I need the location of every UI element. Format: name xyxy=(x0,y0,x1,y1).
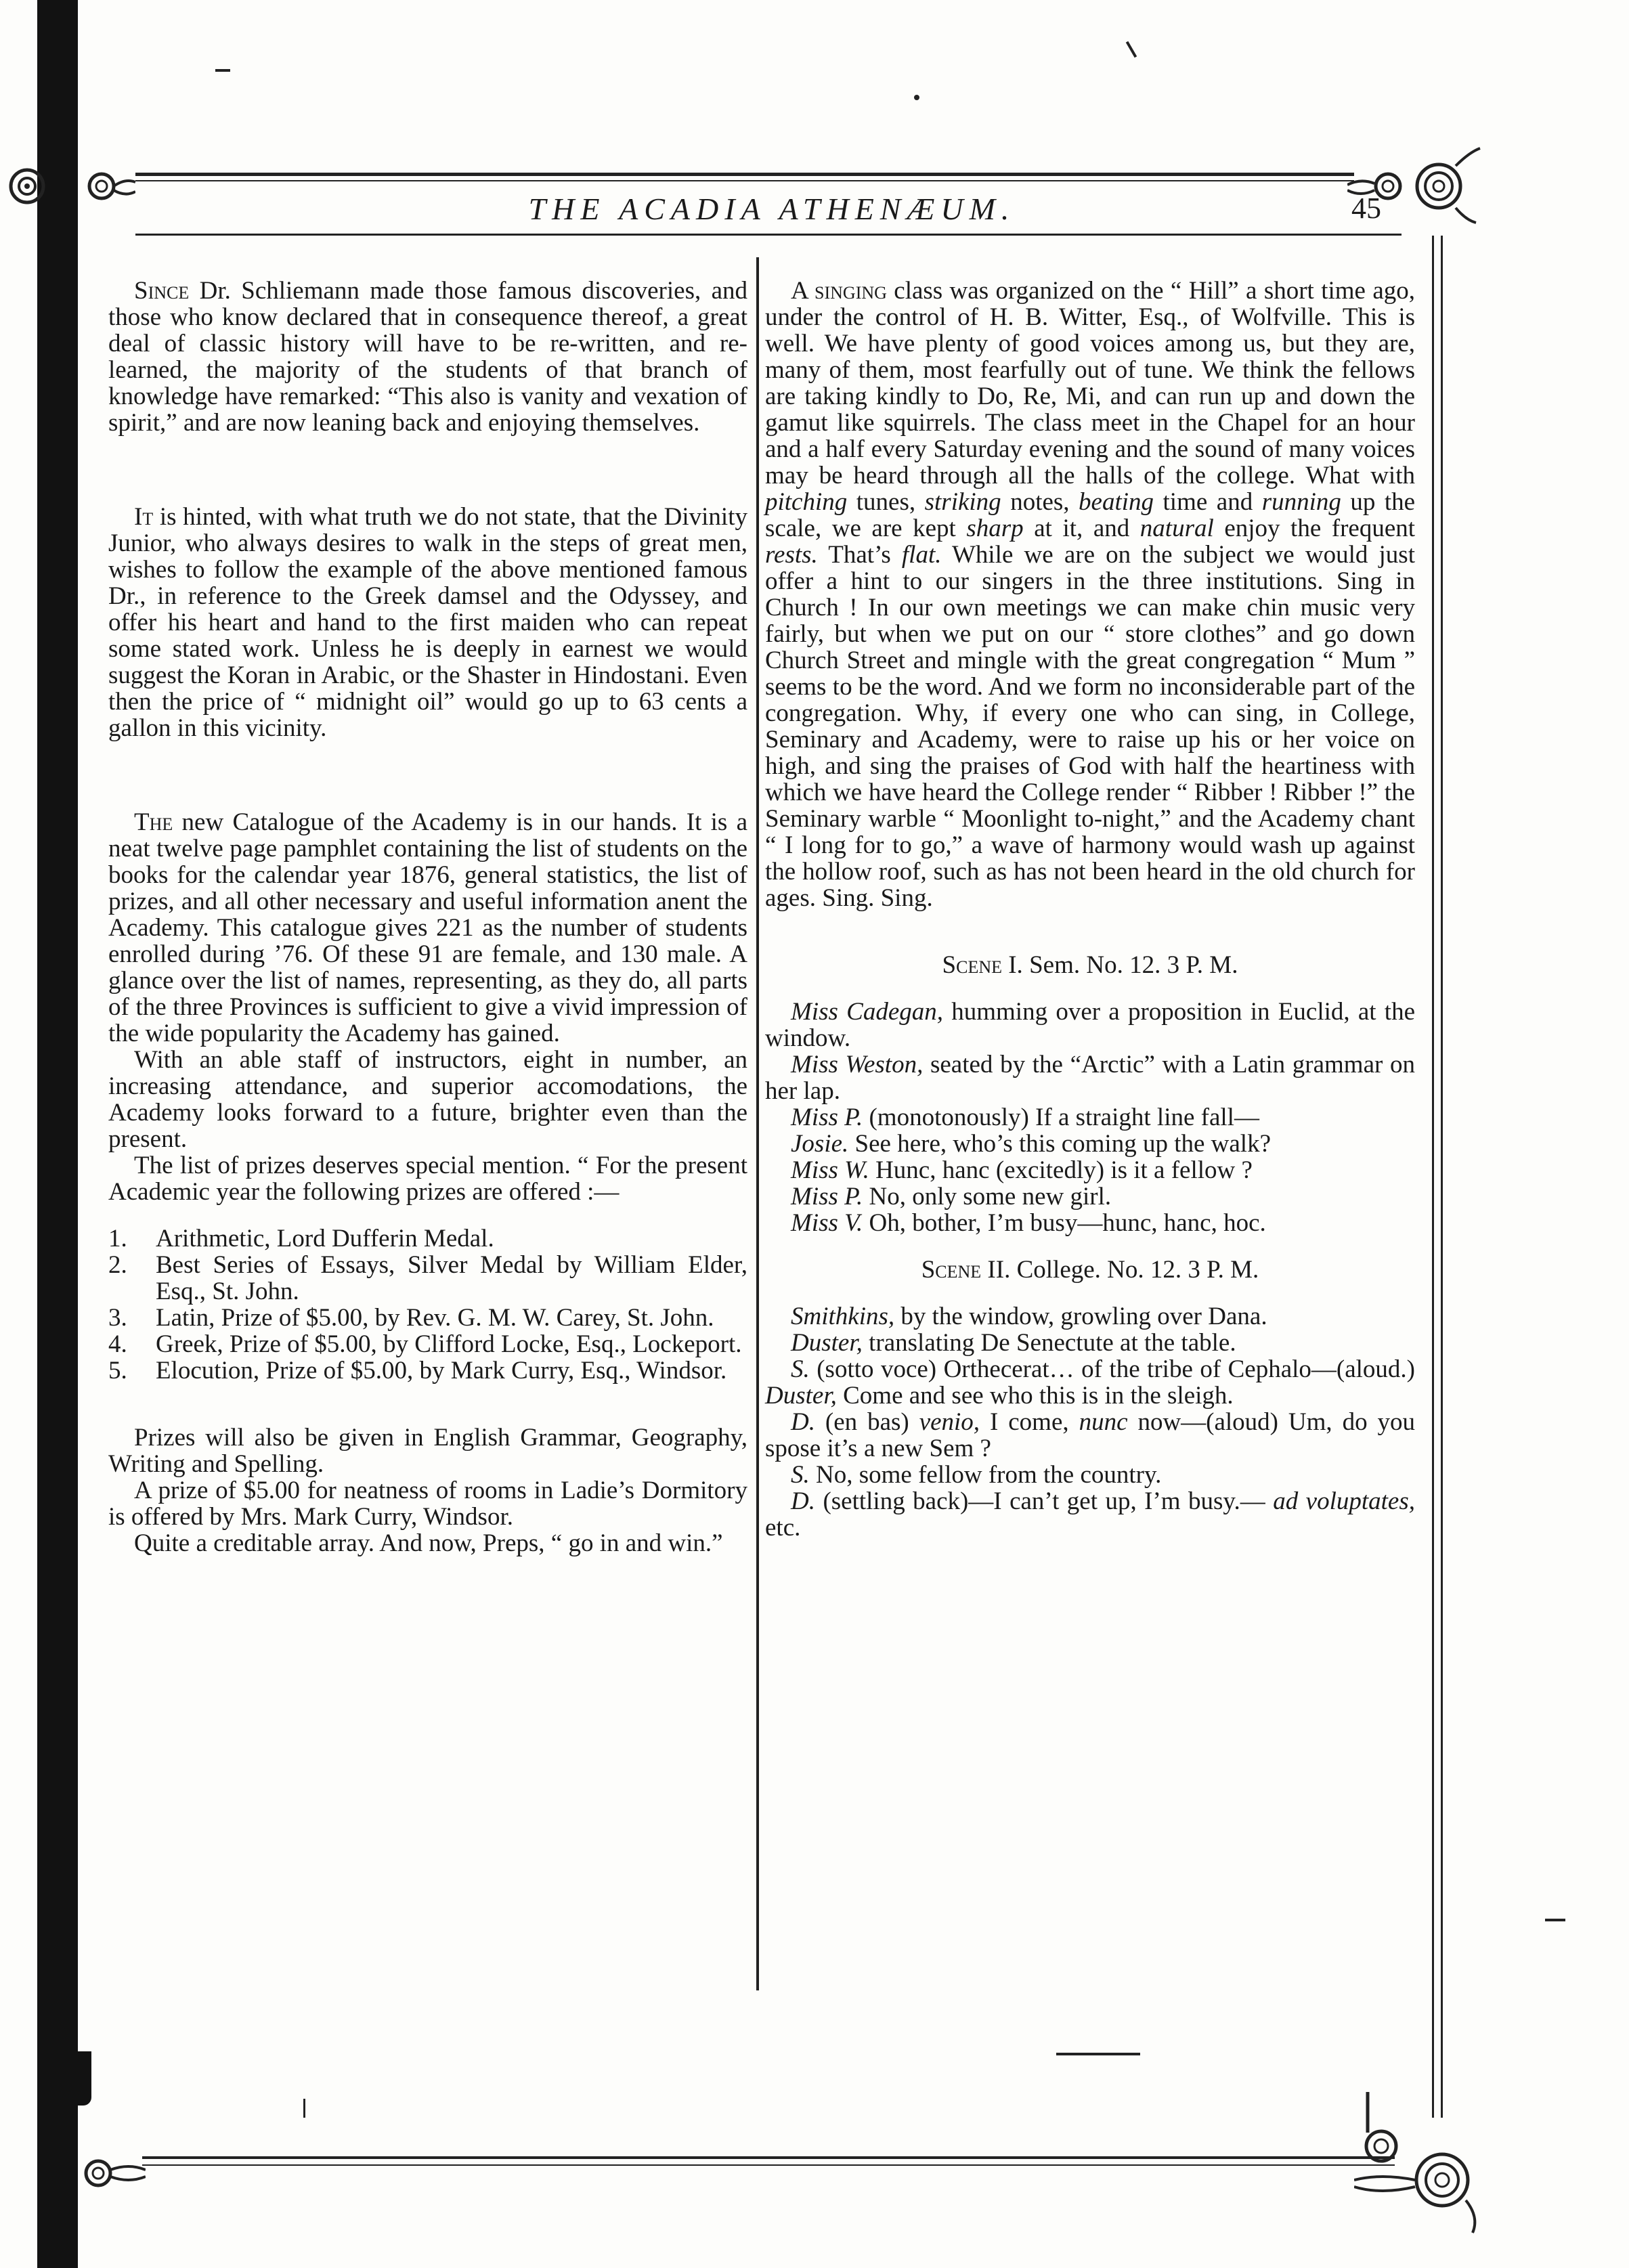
dialogue-text: Oh, bother, I’m busy—hunc, hanc, hoc. xyxy=(869,1209,1266,1237)
dialogue-text: seated by the “Arctic” with a Latin grammar on her lap. xyxy=(765,1051,1415,1105)
prize-item xyxy=(108,1305,747,1331)
header-rule-top xyxy=(135,173,1354,176)
ornament-scroll-top-left xyxy=(0,152,135,220)
dialogue-line xyxy=(765,1409,1415,1462)
section-end-rule xyxy=(1056,2053,1140,2055)
footer-rule-bottom xyxy=(142,2164,1395,2166)
speaker-name: S. xyxy=(791,1461,810,1489)
paragraph-divinity-junior xyxy=(108,504,747,741)
frame-rule-right-inner xyxy=(1441,236,1443,2118)
speaker-name: D. xyxy=(791,1487,815,1515)
italic-word: nunc xyxy=(1079,1408,1128,1436)
frame-rule-right-outer xyxy=(1432,236,1434,2118)
paragraph-text: new Catalogue of the Academy is in our hands. It is a neat twelve page pamphlet containing the list of students on the books for the calendar year 1876, general statistics, the list of prizes, and all other necessary and useful information anent the Academy. This catalogue gives 221 as the number of students enrolled during ’76. Of these 91 are female, and 130 male. A glance over the list of names, representing, as they do, all parts of the three Provinces is sufficient to give a vivid impression of the wide popularity the Academy has gained. xyxy=(108,808,748,1047)
dialogue-line xyxy=(765,999,1415,1051)
paragraph-text: That’s xyxy=(828,541,891,569)
dialogue-text: I come, xyxy=(990,1408,1069,1436)
binding-edge-hook xyxy=(37,2051,91,2106)
paragraph-closing: Quite a creditable array. And now, Preps, “ go in and win.” xyxy=(134,1529,723,1557)
paragraph-lead: The xyxy=(134,808,173,836)
dialogue-line xyxy=(765,1303,1415,1330)
speaker-name: Miss P. xyxy=(791,1183,863,1211)
binding-edge xyxy=(37,0,78,2268)
prize-number: 5. xyxy=(108,1357,127,1384)
ornament-scroll-bottom-left xyxy=(64,2143,146,2204)
paragraph-lead: A singing xyxy=(791,277,887,305)
dialogue-line xyxy=(765,1210,1415,1236)
paragraph-catalogue xyxy=(108,809,747,1047)
scene-label: Scene II. xyxy=(921,1256,1011,1284)
paragraph-text: Dr. Schliemann made those famous discoveries, and those who know declared that in consequence thereof, a great deal of classic history will have to be re-written, and re-learned, the majority of the students of that branch of knowledge have remarked: “This also is vanity and vexation of spirit,” and are now leaning back and enjoying themselves. xyxy=(108,277,748,437)
paragraph-text: time and xyxy=(1163,488,1253,516)
dialogue-line xyxy=(765,1104,1415,1131)
prize-text: Latin, Prize of $5.00, by Rev. G. M. W. Carey, St. John. xyxy=(156,1304,714,1332)
paragraph-text: at it, and xyxy=(1034,515,1130,542)
page-number: 45 xyxy=(1351,192,1381,225)
prize-list xyxy=(108,1225,747,1384)
left-column xyxy=(108,278,747,1556)
italic-word: sharp xyxy=(966,515,1024,542)
dialogue-text: No, only some new girl. xyxy=(869,1183,1112,1211)
paragraph-lead: Since xyxy=(134,277,190,305)
dialogue-text: (sotto voce) Orthecerat… of the tribe of Cephalo—(aloud.) xyxy=(817,1355,1416,1383)
column-divider xyxy=(756,257,759,1990)
dialogue-text: etc. xyxy=(765,1514,801,1542)
scene-setting: College. No. 12. 3 P. M. xyxy=(1016,1256,1259,1284)
italic-word: pitching xyxy=(765,488,848,516)
paragraph-staff: With an able staff of instructors, eight in number, an increasing attendance, and superior accomodations, the Academy looks forward to a future, brighter even than the present. xyxy=(108,1046,747,1153)
scene-setting: Sem. No. 12. 3 P. M. xyxy=(1029,951,1238,979)
prize-number: 1. xyxy=(108,1225,127,1252)
italic-word: natural xyxy=(1139,515,1214,542)
scene-one-heading xyxy=(765,952,1415,978)
scene-two-heading xyxy=(765,1257,1415,1283)
print-speck xyxy=(1126,41,1137,58)
paragraph-lead: It xyxy=(134,503,154,531)
dialogue-text: (settling back)—I can’t get up, I’m busy.— xyxy=(823,1487,1265,1515)
speaker-name: Miss Weston, xyxy=(791,1051,924,1078)
paragraph-neatness-prize: A prize of $5.00 for neatness of rooms in Ladie’s Dormitory is offered by Mrs. Mark Curry, Windsor. xyxy=(108,1477,747,1531)
dialogue-text: by the window, growling over Dana. xyxy=(900,1303,1267,1330)
italic-word: running xyxy=(1261,488,1341,516)
speaker-name: S. xyxy=(791,1355,810,1383)
paragraph-schliemann xyxy=(108,278,747,436)
prize-number: 2. xyxy=(108,1251,127,1279)
paragraph-prizes-also: Prizes will also be given in English Grammar, Geography, Writing and Spelling. xyxy=(108,1424,747,1478)
dialogue-line xyxy=(765,1183,1415,1210)
dialogue-text: (en bas) xyxy=(825,1408,909,1436)
print-speck xyxy=(914,95,919,100)
dialogue-line xyxy=(765,1330,1415,1356)
dialogue-text: Hunc, hanc (excitedly) is it a fellow ? xyxy=(875,1156,1253,1184)
speaker-name: Miss V. xyxy=(791,1209,863,1237)
italic-word: ad voluptates, xyxy=(1273,1487,1415,1515)
print-speck xyxy=(303,2099,305,2118)
prize-text: Best Series of Essays, Silver Medal by William Elder, Esq., St. John. xyxy=(156,1251,747,1305)
paragraph-text: notes, xyxy=(1010,488,1070,516)
speaker-name: Miss P. xyxy=(791,1104,863,1131)
dialogue-text: No, some fellow from the country. xyxy=(816,1461,1162,1489)
dialogue-line xyxy=(765,1488,1415,1541)
paragraph-text: tunes, xyxy=(856,488,916,516)
speaker-name: Duster, xyxy=(791,1329,863,1357)
italic-word: flat. xyxy=(901,541,942,569)
header-rule-bottom xyxy=(135,234,1402,236)
paragraph-text: enjoy the frequent xyxy=(1224,515,1416,542)
dialogue-line xyxy=(765,1462,1415,1488)
paragraph-singing-class xyxy=(765,278,1415,911)
paragraph-text: up the scale, we are kept xyxy=(765,488,1416,542)
speaker-name: Smithkins, xyxy=(791,1303,895,1330)
prize-item xyxy=(108,1252,747,1305)
speaker-name: Miss Cadegan, xyxy=(791,998,943,1026)
dialogue-line xyxy=(765,1157,1415,1183)
dialogue-line xyxy=(765,1051,1415,1104)
footer-rule-top xyxy=(142,2156,1395,2159)
prize-text: Elocution, Prize of $5.00, by Mark Curry, Esq., Windsor. xyxy=(156,1357,727,1384)
italic-word: rests. xyxy=(765,541,818,569)
paragraph-text: While we are on the subject we would just offer a hint to our singers in the three institutions. Sing in Church ! In our own meetings we can make chin music very fairly, but when we put on our “ store clothes” and go down Church Street and mingle with the great congregation “ Mum ” seems to be the word. And we form no inconsiderable part of the congregation. Why, if every one who can sing, in College, Seminary and Academy, were to raise up his or her voice on high, and sing the praises of God with half the heartiness with which we have heard the College render “ Ribber ! Ribber !” the Seminary warble “ Moonlight to-night,” and the Academy chant “ I long for to go,” a wave of harmony would wash up against the hollow roof, such as has not been heard in the old church for ages. Sing. Sing. xyxy=(765,541,1415,912)
right-column xyxy=(765,278,1415,1541)
dialogue-text: translating De Senectute at the table. xyxy=(869,1329,1236,1357)
paragraph-prizes-intro: The list of prizes deserves special mention. “ For the present Academic year the following prizes are offered :— xyxy=(108,1152,747,1206)
prize-number: 3. xyxy=(108,1304,127,1332)
italic-word: striking xyxy=(924,488,1001,516)
speaker-name: Duster, xyxy=(765,1382,837,1410)
speaker-name: Josie. xyxy=(791,1130,849,1158)
dialogue-text: Come and see who this is in the sleigh. xyxy=(843,1382,1234,1410)
italic-word: venio, xyxy=(919,1408,980,1436)
prize-text: Arithmetic, Lord Dufferin Medal. xyxy=(156,1225,494,1252)
dialogue-text: now—(aloud) Um, do you spose it’s a new Sem ? xyxy=(765,1408,1416,1462)
running-head-title: THE ACADIA ATHENÆUM. xyxy=(528,192,1016,226)
prize-item xyxy=(108,1357,747,1384)
prize-item xyxy=(108,1331,747,1357)
dialogue-text: humming over a proposition in Euclid, at the window. xyxy=(765,998,1416,1052)
print-speck xyxy=(1545,1919,1565,1921)
paragraph-text: is hinted, with what truth we do not state, that the Divinity Junior, who always desires to walk in the steps of great men, wishes to follow the example of the above mentioned famous Dr., in reference to the Greek damsel and the Odyssey, and offer his heart and hand to the first maiden who can repeat some stated work. Unless he is deeply in earnest we would suggest the Koran in Arabic, or the Shaster in Hindostani. Even then the price of “ midnight oil” would go up to 63 cents a gallon in this vicinity. xyxy=(108,503,747,742)
dialogue-text: See here, who’s this coming up the walk? xyxy=(854,1130,1272,1158)
header-rule-top-thin xyxy=(135,180,1354,181)
dialogue-text: (monotonously) If a straight line fall— xyxy=(869,1104,1259,1131)
speaker-name: D. xyxy=(791,1408,815,1436)
italic-word: beating xyxy=(1079,488,1154,516)
dialogue-line xyxy=(765,1131,1415,1157)
dialogue-line xyxy=(765,1356,1415,1409)
print-speck xyxy=(215,69,230,72)
prize-number: 4. xyxy=(108,1330,127,1358)
paragraph-text: class was organized on the “ Hill” a short time ago, under the control of H. B. Witter, Esq., of Wolfville. This is well. We have plenty of good voices among us, but they are, many of them, most fearfully out of tune. We think the fellows are taking kindly to Do, Re, Mi, and can run up and down the gamut like squirrels. The class meet in the Chapel for an hour and a half every Saturday evening and the sound of many voices may be heard through all the halls of the college. What with xyxy=(765,277,1415,489)
speaker-name: Miss W. xyxy=(791,1156,869,1184)
prize-text: Greek, Prize of $5.00, by Clifford Locke, Esq., Lockeport. xyxy=(156,1330,742,1358)
prize-item xyxy=(108,1225,747,1252)
scene-label: Scene I. xyxy=(942,951,1023,979)
